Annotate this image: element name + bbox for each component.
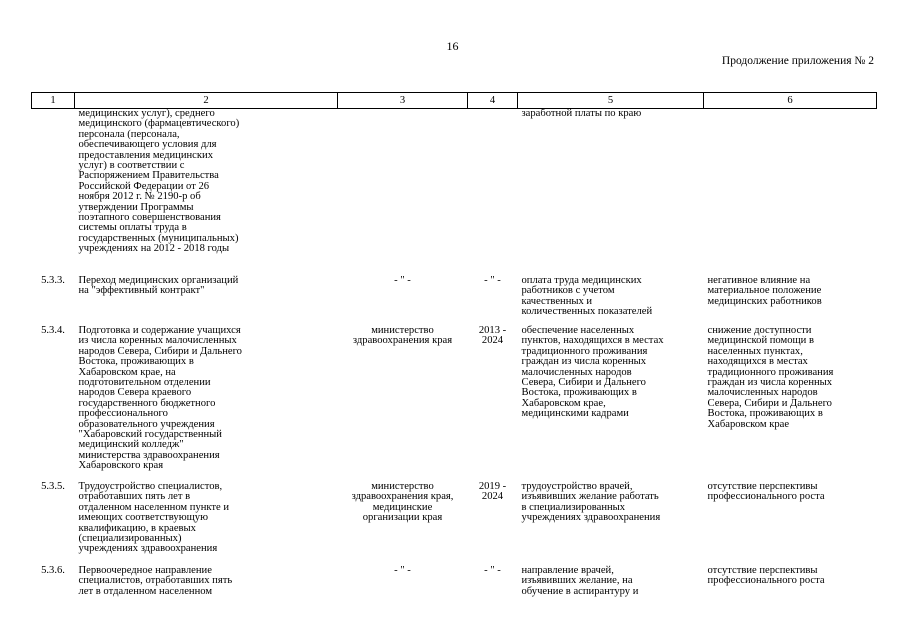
- consequence-text: отсутствие перспективы профессионального роста: [707, 565, 825, 587]
- executor-text: министерство здравоохранения края, медицинские организации края: [351, 481, 454, 524]
- table-row: [32, 276, 877, 326]
- column-header-1: 1: [32, 93, 75, 109]
- appendix-continuation-note: Продолжение приложения № 2: [721, 55, 874, 67]
- column-header-6: 6: [704, 93, 877, 109]
- column-header-5: 5: [518, 93, 704, 109]
- appendix-table: [31, 92, 877, 602]
- column-header-2: 2: [75, 93, 338, 109]
- row-number: 5.3.6.: [41, 565, 65, 576]
- period-text: - " -: [484, 275, 501, 286]
- measure-text: Трудоустройство специалистов, отработавших пять лет в отдаленном населенном пункте и имеющих соответствующую квалификацию, в краевых (специализированных) учреждениях здравоохранения: [78, 481, 230, 555]
- table-header-row: [32, 93, 877, 109]
- row-number: 5.3.3.: [41, 275, 65, 286]
- result-text: трудоустройство врачей, изъявивших желание работать в специализированных учреждениях здравоохранения: [521, 481, 661, 524]
- consequence-text: негативное влияние на материальное положение медицинских работников: [707, 275, 822, 307]
- table-row: [32, 482, 877, 566]
- result-text: направление врачей, изъявивших желание, на обучение в аспирантуру и: [521, 565, 639, 597]
- column-header-4: 4: [468, 93, 518, 109]
- measure-text: Подготовка и содержание учащихся из числа коренных малочисленных народов Севера, Сибири и Дальнего Востока, проживающих в Хабаровском крае, на подготовительном отделении народов Севера краевого государственного бюджетного профессионального образовательного учреждения "Хабаровский государственный медицинский колледж" министерства здравоохранения Хабаровского края: [78, 325, 242, 472]
- result-text: обеспечение населенных пунктов, находящихся в местах традиционного проживания граждан из числа коренных малочисленных народов Севера, Сибири и Дальнего Востока, проживающих в Хабаровском крае, медицинскими кадрами: [521, 325, 664, 420]
- period-text: 2013 - 2024: [478, 325, 507, 347]
- table-row: [32, 326, 877, 482]
- executor-text: министерство здравоохранения края: [352, 325, 453, 347]
- page-number: 16: [446, 39, 459, 53]
- consequence-text: снижение доступности медицинской помощи в населенных пунктах, находящихся в местах традиционного проживания граждан из числа коренных малочисленных народов Севера, Сибири и Дальнего Востока, проживающих в Хабаровском крае: [707, 325, 834, 430]
- result-text: оплата труда медицинских работников с учетом качественных и количественных показателей: [521, 275, 653, 318]
- row-number: 5.3.4.: [41, 325, 65, 336]
- period-text: 2019 - 2024: [478, 481, 507, 503]
- result-text: заработной платы по краю: [521, 108, 642, 119]
- consequence-text: отсутствие перспективы профессионального роста: [707, 481, 825, 503]
- table-row: [32, 566, 877, 602]
- table-row: [32, 109, 877, 277]
- column-header-3: 3: [338, 93, 468, 109]
- measure-text: Первоочередное направление специалистов, отработавших пять лет в отдаленном населенном: [78, 565, 233, 597]
- row-number: 5.3.5.: [41, 481, 65, 492]
- measure-text: Переход медицинских организаций на "эффективный контракт": [78, 275, 239, 297]
- executor-text: - " -: [394, 565, 411, 576]
- measure-text: медицинских услуг), среднего медицинского (фармацевтического) персонала (персонала, обеспечивающего условия для предоставления медицинских услуг) в соответствии с Распоряжением Правительства Российской Федерации от 26 ноября 2012 г. № 2190-р об утверждении Программы поэтапного совершенствования системы оплаты труда в государственных (муниципальных) учреждениях на 2012 - 2018 годы: [78, 108, 240, 255]
- period-text: - " -: [484, 565, 501, 576]
- executor-text: - " -: [394, 275, 411, 286]
